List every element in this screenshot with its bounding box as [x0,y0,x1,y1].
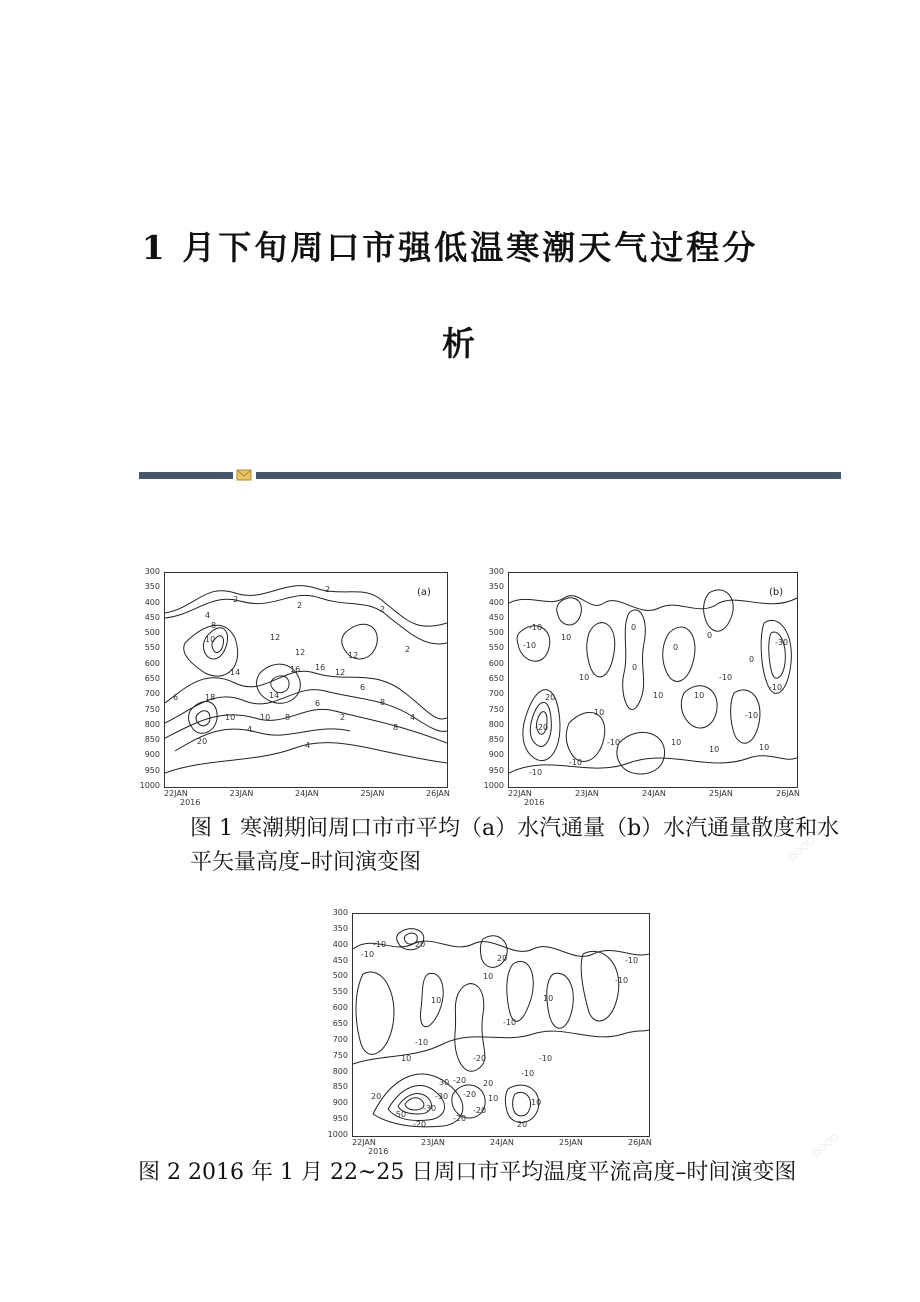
x-tick-label: 26JAN [628,1138,652,1147]
contour-label: 4 [247,725,253,734]
contour-label: 10 [483,972,494,981]
contour-label: 4 [205,611,211,620]
y-tick-label: 750 [144,704,160,714]
contour-label: 10 [579,673,590,682]
contour-label: -10 [607,738,621,747]
y-tick-label: 800 [144,719,160,729]
y-tick-label: 750 [332,1050,348,1060]
y-tick-label: 300 [144,567,160,576]
contour-label: 12 [335,668,346,677]
contour-label: 20 [415,940,426,949]
contour-label: 8 [393,723,399,732]
y-tick-label: 300 [332,908,348,917]
y-tick-label: 900 [332,1098,348,1108]
contour-label: 12 [348,651,359,660]
x-tick-label: 22JAN [164,789,188,798]
x-tick-label: 23JAN [229,789,254,798]
contour-label: 10 [561,633,572,642]
contour-label: 12 [270,633,281,642]
x-tick-label: 26JAN [776,789,800,798]
contour-label: 2 [405,645,411,654]
x-axis-year: 2016 [368,1147,389,1156]
contour-label: 0 [707,631,713,640]
contour-label: 2 [340,713,346,722]
x-tick-label: 22JAN [508,789,532,798]
contour-label: 20 [497,954,508,963]
contour-label: 2 [325,585,331,594]
contour-label: 0 [632,663,638,672]
contour-label: 16 [290,665,301,674]
contour-label: 30 [439,1078,450,1087]
panel-b-tag: (b) [769,587,784,598]
figure-2-plot [352,913,650,1137]
y-tick-label: 850 [144,735,160,745]
contour-label: -10 [529,768,543,777]
contour-label: 6 [360,683,366,692]
x-tick-label: 24JAN [642,789,666,798]
contour-label: 2 [297,601,303,610]
contour-label: -10 [625,956,639,965]
contour-label: -20 [453,1114,467,1123]
x-tick-label: 23JAN [421,1138,445,1147]
contour-label: -10 [745,711,759,720]
contour-label: -10 [569,758,583,767]
contour-label: -10 [361,950,375,959]
contour-label: 10 [205,635,216,644]
watermark: ◌◌◌◌ [786,835,817,863]
y-tick-label: 700 [144,689,160,699]
y-tick-label: 400 [488,597,504,607]
contour-label: -10 [415,1038,429,1047]
y-tick-label: 700 [488,689,504,699]
contour-label: 2 [380,605,386,614]
contour-plot-2 [353,914,649,1136]
y-tick-label: 400 [144,597,160,607]
y-tick-label: 650 [144,674,160,683]
header-rule-left [139,472,233,479]
y-tick-label: 500 [332,971,348,981]
y-tick-label: 1000 [483,781,504,790]
y-tick-label: 950 [144,765,160,775]
contour-label: -30 [423,1104,437,1113]
y-tick-label: 500 [488,628,504,638]
y-tick-label: 550 [144,643,160,653]
contour-label: 20 [517,1120,528,1129]
contour-label: 4 [410,713,416,722]
document-title-line-2: 析 [442,324,478,363]
panel-a-tag: (a) [417,587,431,598]
y-tick-label: 950 [332,1114,348,1124]
y-tick-label: 600 [144,658,160,668]
y-tick-label: 350 [144,582,160,592]
contour-label: 6 [315,699,321,708]
y-tick-label: 850 [332,1082,348,1092]
contour-label: -50 [393,1110,407,1119]
contour-label: -30 [775,638,789,647]
y-tick-label: 900 [144,750,160,760]
y-tick-label: 500 [144,628,160,638]
contour-plot-b [509,573,797,787]
contour-label: 4 [305,741,311,750]
contour-label: 12 [295,648,306,657]
x-tick-label: 25JAN [559,1138,583,1147]
y-tick-label: 550 [488,643,504,653]
contour-label: -20 [473,1106,487,1115]
contour-label: 18 [205,693,216,702]
contour-label: 10 [709,745,720,754]
header-rule-right [256,472,841,479]
y-tick-label: 350 [488,582,504,592]
contour-label: 10 [594,708,605,717]
contour-label: -10 [373,940,387,949]
y-tick-label: 550 [332,987,348,997]
contour-label: 10 [225,713,236,722]
contour-label: -20 [463,1090,477,1099]
contour-label: -10 [529,623,543,632]
watermark: ◌◌◌◌ [810,1131,841,1159]
contour-label: 8 [285,713,291,722]
y-tick-label: 600 [488,658,504,668]
contour-label: 10 [488,1094,499,1103]
contour-label: -10 [521,1069,535,1078]
contour-label: 10 [260,713,271,722]
contour-label: 20 [371,1092,382,1101]
contour-label: -10 [503,1018,517,1027]
x-tick-label: 24JAN [295,789,319,798]
contour-label: -10 [769,683,783,692]
contour-label: 16 [315,663,326,672]
contour-label: 8 [211,621,217,630]
contour-label: 10 [653,691,664,700]
x-tick-label: 22JAN [352,1138,376,1147]
y-tick-label: 1000 [327,1130,348,1139]
contour-label: 20 [483,1079,494,1088]
y-tick-label: 850 [488,735,504,745]
contour-label: -10 [539,1054,553,1063]
x-tick-label: 23JAN [575,789,599,798]
contour-label: 20 [545,693,556,702]
x-axis-year: 2016 [524,798,545,807]
y-tick-label: 900 [488,750,504,760]
y-tick-label: 350 [332,923,348,933]
contour-label: 10 [401,1054,412,1063]
contour-label: 14 [269,691,280,700]
contour-label: 10 [671,738,682,747]
x-tick-label: 24JAN [490,1138,514,1147]
contour-label: 2 [233,595,239,604]
contour-plot-a [165,573,447,787]
contour-label: -10 [719,673,733,682]
contour-label: 10 [543,994,554,1003]
contour-label: 0 [749,655,755,664]
x-tick-label: 26JAN [426,789,450,798]
contour-label: 10 [759,743,770,752]
contour-label: 10 [431,996,442,1005]
y-tick-label: 800 [332,1066,348,1076]
contour-label: -20 [453,1076,467,1085]
y-tick-label: 950 [488,765,504,775]
contour-label: 0 [673,643,679,652]
y-tick-label: 600 [332,1003,348,1013]
contour-label: 20 [197,737,208,746]
x-axis-year: 2016 [180,798,201,807]
figure-1a-plot [164,572,448,788]
y-tick-label: 1000 [139,781,160,790]
envelope-icon [236,468,252,482]
y-tick-label: 800 [488,719,504,729]
contour-label: 6 [173,693,179,702]
figure-1b-plot [508,572,798,788]
y-tick-label: 450 [144,612,160,622]
x-tick-label: 25JAN [709,789,733,798]
y-tick-label: 300 [488,567,504,576]
contour-label: 14 [230,668,241,677]
y-tick-label: 650 [332,1019,348,1028]
figure-2-caption: 图 2 2016 年 1 月 22~25 日周口市平均温度平流高度–时间演变图 [138,1160,797,1185]
contour-label: 8 [380,698,386,707]
contour-label: -20 [413,1120,427,1129]
contour-label: -10 [523,641,537,650]
x-tick-label: 25JAN [360,789,385,798]
contour-label: 10 [694,691,705,700]
y-tick-label: 450 [332,955,348,965]
contour-label: -20 [473,1054,487,1063]
y-tick-label: 750 [488,704,504,714]
y-tick-label: 700 [332,1034,348,1044]
y-tick-label: 400 [332,939,348,949]
contour-label: 10 [531,1098,542,1107]
y-tick-label: 650 [488,674,504,683]
y-tick-label: 450 [488,612,504,622]
contour-label: 0 [631,623,637,632]
contour-label: -20 [535,723,549,732]
contour-label: -30 [435,1092,449,1101]
figure-1-caption: 图 1 寒潮期间周口市市平均（a）水汽通量（b）水汽通量散度和水平矢量高度–时间演变图 [190,816,840,875]
document-title-line-1: 1 月下旬周口市强低温寒潮天气过程分 [141,228,759,267]
contour-label: -10 [615,976,629,985]
